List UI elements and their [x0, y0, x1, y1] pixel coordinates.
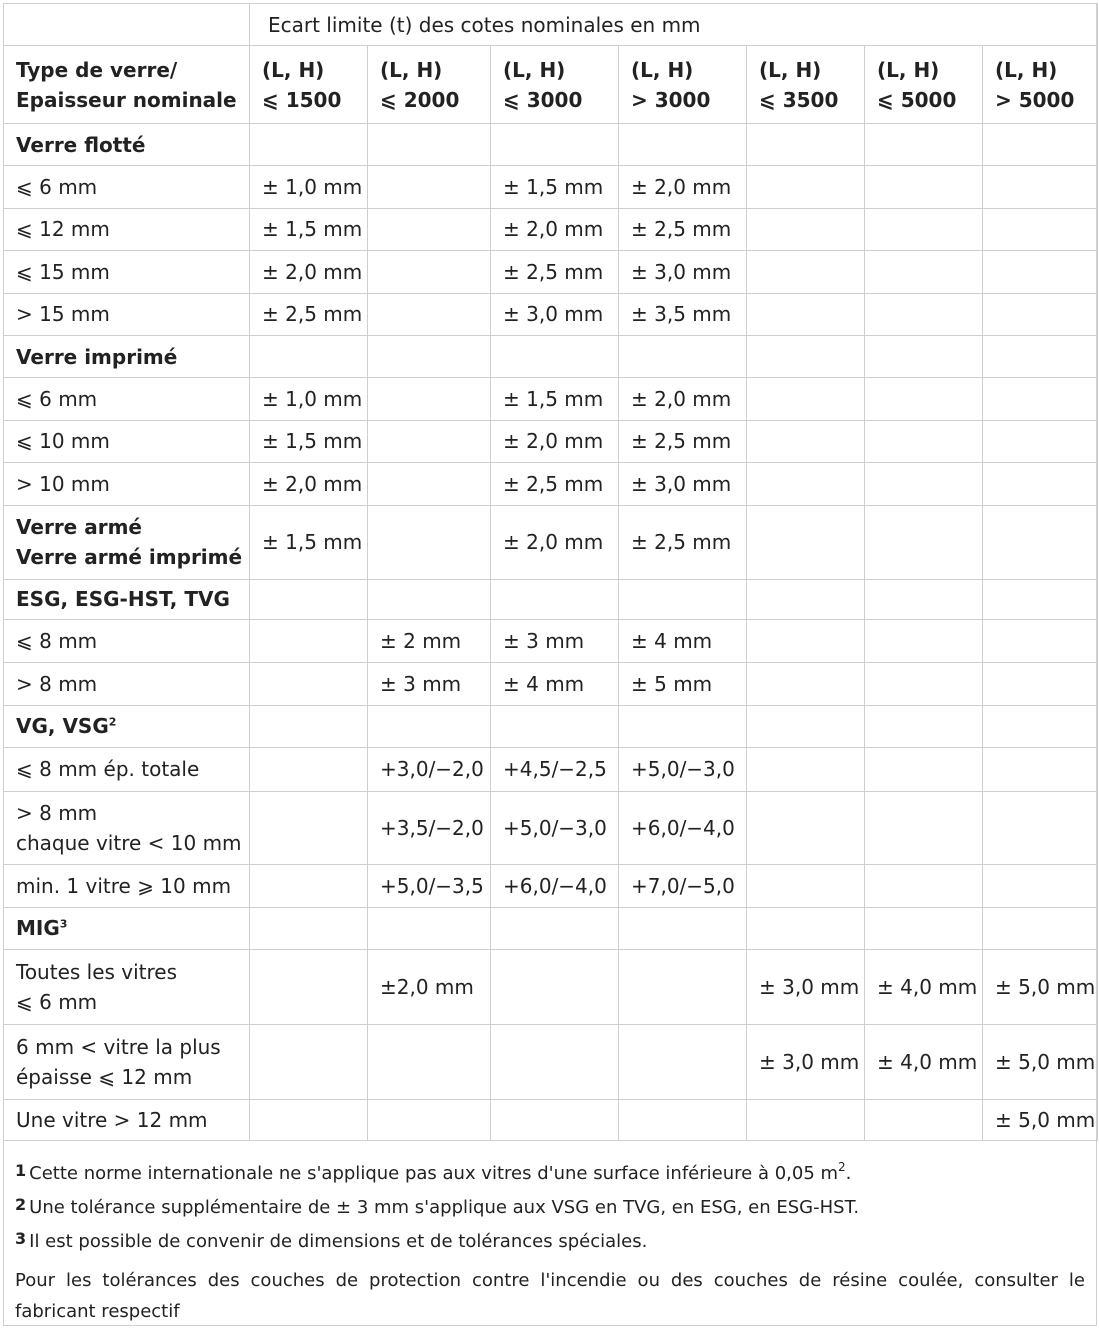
- row-label: ⩽ 6 mm: [4, 166, 250, 209]
- row-label: [4, 949, 250, 1024]
- footnote-number: 1: [15, 1161, 27, 1180]
- value-cell: [747, 293, 865, 336]
- value-cell: ± 3,0 mm: [747, 1024, 865, 1099]
- value-cell: ± 5,0 mm: [983, 1099, 1098, 1140]
- header-text: (L, H): [380, 57, 443, 82]
- empty-cell: [983, 336, 1098, 378]
- value-cell: +5,0/−3,0: [491, 791, 619, 864]
- empty-cell: [983, 705, 1098, 747]
- header-dimension-column: [368, 46, 491, 124]
- value-cell: ± 5,0 mm: [983, 1024, 1098, 1099]
- value-cell: [983, 791, 1098, 864]
- empty-cell: [619, 579, 747, 619]
- section-title-text: ESG, ESG-HST, TVG: [16, 587, 230, 611]
- header-text: ⩽ 5000: [877, 87, 957, 112]
- empty-cell: [619, 336, 747, 378]
- value-cell: ± 3,0 mm: [747, 949, 865, 1024]
- header-dimension-column: [619, 46, 747, 124]
- row-label: > 8 mm: [4, 662, 250, 705]
- row-label: > 15 mm: [4, 293, 250, 336]
- empty-cell: [619, 705, 747, 747]
- value-cell: [491, 1099, 619, 1140]
- table-row: [4, 166, 1098, 209]
- value-cell: [983, 208, 1098, 251]
- value-cell: +5,0/−3,0: [619, 747, 747, 791]
- header-text: (L, H): [759, 57, 822, 82]
- footnote-text: Il est possible de convenir de dimensions et de tolérances spéciales.: [29, 1231, 648, 1252]
- empty-cell: [368, 579, 491, 619]
- value-cell: ± 2,5 mm: [491, 463, 619, 506]
- empty-cell: [865, 336, 983, 378]
- value-cell: ± 2,0 mm: [491, 505, 619, 579]
- empty-cell: [747, 705, 865, 747]
- value-cell: [865, 1099, 983, 1140]
- empty-cell: [250, 336, 368, 378]
- footnote-3: [15, 1223, 1085, 1257]
- value-cell: [983, 463, 1098, 506]
- value-cell: ± 3 mm: [368, 662, 491, 705]
- value-cell: ± 5 mm: [619, 662, 747, 705]
- value-cell: ± 2,0 mm: [491, 420, 619, 463]
- value-cell: ± 2,0 mm: [250, 251, 368, 294]
- table-row: [4, 1024, 1098, 1099]
- footnote-note: Pour les tolérances des couches de protection contre l'incendie ou des couches de résine coulée, consulter le fabricant respectif: [15, 1270, 1085, 1322]
- empty-cell: [747, 124, 865, 166]
- value-cell: [250, 791, 368, 864]
- value-cell: [983, 166, 1098, 209]
- row-label-text: 6 mm < vitre la plus: [16, 1034, 221, 1059]
- header-dimension-column: [250, 46, 368, 124]
- row-label-text: ⩽ 6 mm: [16, 989, 98, 1014]
- header-text: > 3000: [631, 87, 711, 112]
- value-cell: ± 2 mm: [368, 619, 491, 662]
- row-label: > 10 mm: [4, 463, 250, 506]
- table-row: [4, 378, 1098, 421]
- value-cell: ± 2,5 mm: [250, 293, 368, 336]
- value-cell: [250, 662, 368, 705]
- value-cell: [747, 619, 865, 662]
- value-cell: ± 1,0 mm: [250, 166, 368, 209]
- value-cell: +4,5/−2,5: [491, 747, 619, 791]
- value-cell: ± 4,0 mm: [865, 949, 983, 1024]
- empty-cell: [250, 124, 368, 166]
- table-row: [4, 791, 1098, 864]
- value-cell: [747, 864, 865, 907]
- table-row: [4, 463, 1098, 506]
- value-cell: [250, 1024, 368, 1099]
- value-cell: ± 3,5 mm: [619, 293, 747, 336]
- value-cell: [747, 166, 865, 209]
- value-cell: [747, 208, 865, 251]
- header-text: Epaisseur nominale: [16, 87, 237, 112]
- value-cell: [250, 864, 368, 907]
- section-title-text: Verre flotté: [16, 132, 146, 157]
- empty-cell: [250, 705, 368, 747]
- table-row: [4, 293, 1098, 336]
- row-label: [4, 791, 250, 864]
- value-cell: [368, 420, 491, 463]
- value-cell: [747, 420, 865, 463]
- value-cell: ± 1,0 mm: [250, 378, 368, 421]
- empty-cell: [983, 124, 1098, 166]
- empty-cell: [747, 579, 865, 619]
- value-cell: [865, 864, 983, 907]
- row-label: ⩽ 8 mm: [4, 619, 250, 662]
- table-row: [4, 705, 1098, 747]
- value-cell: [368, 1024, 491, 1099]
- superscript: 3: [59, 917, 68, 931]
- footnote-number: 2: [15, 1195, 27, 1214]
- header-text: (L, H): [262, 57, 325, 82]
- value-cell: +5,0/−3,5: [368, 864, 491, 907]
- table-row: [4, 251, 1098, 294]
- header-text: > 5000: [995, 87, 1075, 112]
- value-cell: [368, 166, 491, 209]
- value-cell: [865, 166, 983, 209]
- value-cell: [983, 378, 1098, 421]
- empty-cell: [368, 124, 491, 166]
- value-cell: [619, 1099, 747, 1140]
- empty-cell: [491, 336, 619, 378]
- table-row: [4, 907, 1098, 949]
- value-cell: [983, 619, 1098, 662]
- value-cell: [983, 662, 1098, 705]
- value-cell: ± 3,0 mm: [491, 293, 619, 336]
- value-cell: ± 1,5 mm: [250, 420, 368, 463]
- table-row: [4, 864, 1098, 907]
- tolerance-table: [3, 3, 1098, 1141]
- row-label-text: chaque vitre < 10 mm: [16, 830, 242, 855]
- value-cell: [619, 1024, 747, 1099]
- value-cell: ± 4 mm: [491, 662, 619, 705]
- value-cell: ± 4 mm: [619, 619, 747, 662]
- section-title: [4, 907, 250, 949]
- value-cell: ± 1,5 mm: [491, 166, 619, 209]
- value-cell: [983, 864, 1098, 907]
- value-cell: [865, 378, 983, 421]
- value-cell: [747, 378, 865, 421]
- value-cell: ± 2,0 mm: [619, 166, 747, 209]
- empty-cell: [983, 907, 1098, 949]
- value-cell: [747, 1099, 865, 1140]
- row-label: min. 1 vitre ⩾ 10 mm: [4, 864, 250, 907]
- section-title-text: Verre imprimé: [16, 344, 178, 369]
- header-dimension-column: [747, 46, 865, 124]
- value-cell: [865, 463, 983, 506]
- header-text: Type de verre/: [16, 57, 178, 82]
- header-text: ⩽ 3500: [759, 87, 839, 112]
- value-cell: [983, 293, 1098, 336]
- row-label-text: > 8 mm: [16, 800, 98, 825]
- value-cell: [368, 208, 491, 251]
- row-label: ⩽ 10 mm: [4, 420, 250, 463]
- header-text: (L, H): [877, 57, 940, 82]
- empty-cell: [491, 579, 619, 619]
- row-label: ⩽ 6 mm: [4, 378, 250, 421]
- value-cell: [983, 747, 1098, 791]
- value-cell: [491, 1024, 619, 1099]
- footnote-text: .: [845, 1163, 852, 1184]
- section-title: [4, 579, 250, 619]
- empty-cell: [250, 579, 368, 619]
- value-cell: [747, 662, 865, 705]
- value-cell: [983, 505, 1098, 579]
- empty-cell: [865, 907, 983, 949]
- section-title-text: MIG: [16, 916, 60, 940]
- section-title: [4, 705, 250, 747]
- empty-cell: [368, 336, 491, 378]
- header-text: (L, H): [631, 57, 694, 82]
- value-cell: ± 5,0 mm: [983, 949, 1098, 1024]
- value-cell: [865, 420, 983, 463]
- value-cell: ±2,0 mm: [368, 949, 491, 1024]
- empty-cell: [865, 579, 983, 619]
- value-cell: [983, 251, 1098, 294]
- value-cell: +7,0/−5,0: [619, 864, 747, 907]
- value-cell: [983, 420, 1098, 463]
- header-text: (L, H): [995, 57, 1058, 82]
- value-cell: [865, 791, 983, 864]
- value-cell: ± 2,0 mm: [619, 378, 747, 421]
- row-label: ⩽ 12 mm: [4, 208, 250, 251]
- empty-cell: [250, 907, 368, 949]
- row-label-text: Toutes les vitres: [16, 959, 178, 984]
- table-row: [4, 1099, 1098, 1140]
- row-label: ⩽ 8 mm ép. totale: [4, 747, 250, 791]
- value-cell: [368, 1099, 491, 1140]
- value-cell: [865, 505, 983, 579]
- footnotes: [3, 1142, 1097, 1327]
- table-row: [4, 208, 1098, 251]
- section-title-text: Verre armé: [16, 515, 142, 539]
- value-cell: [747, 505, 865, 579]
- value-cell: ± 3,0 mm: [619, 463, 747, 506]
- value-cell: [368, 293, 491, 336]
- empty-cell: [491, 907, 619, 949]
- value-cell: +3,0/−2,0: [368, 747, 491, 791]
- superscript: 2: [108, 715, 117, 729]
- table-row: [4, 662, 1098, 705]
- empty-cell: [368, 705, 491, 747]
- value-cell: [250, 1099, 368, 1140]
- section-title-text: Verre armé imprimé: [16, 545, 243, 569]
- footnote-1: [15, 1152, 1085, 1189]
- header-text: ⩽ 1500: [262, 87, 342, 112]
- value-cell: ± 4,0 mm: [865, 1024, 983, 1099]
- footnote-text: Une tolérance supplémentaire de ± 3 mm s'applique aux VSG en TVG, en ESG, en ESG-HST.: [29, 1197, 860, 1218]
- value-cell: [865, 662, 983, 705]
- value-cell: [491, 949, 619, 1024]
- value-cell: +6,0/−4,0: [491, 864, 619, 907]
- header-text: ⩽ 2000: [380, 87, 460, 112]
- table-row: [4, 4, 1098, 46]
- empty-cell: [865, 124, 983, 166]
- empty-cell: [619, 907, 747, 949]
- table-row: [4, 336, 1098, 378]
- value-cell: [865, 293, 983, 336]
- value-cell: +3,5/−2,0: [368, 791, 491, 864]
- value-cell: [865, 747, 983, 791]
- table-row: [4, 949, 1098, 1024]
- value-cell: [747, 251, 865, 294]
- row-label: Une vitre > 12 mm: [4, 1099, 250, 1140]
- header-dimension-column: [491, 46, 619, 124]
- value-cell: ± 2,5 mm: [491, 251, 619, 294]
- row-label: [4, 1024, 250, 1099]
- table-row: [4, 124, 1098, 166]
- table-row: [4, 46, 1098, 124]
- empty-cell: [983, 579, 1098, 619]
- value-cell: ± 2,0 mm: [491, 208, 619, 251]
- table-row: [4, 747, 1098, 791]
- footnote-text: Cette norme internationale ne s'applique pas aux vitres d'une surface inférieure à 0,05 m: [29, 1163, 839, 1184]
- value-cell: [250, 747, 368, 791]
- value-cell: ± 1,5 mm: [491, 378, 619, 421]
- header-text: ⩽ 3000: [503, 87, 583, 112]
- header-dimension-column: [865, 46, 983, 124]
- value-cell: [250, 619, 368, 662]
- header-corner: [4, 4, 250, 46]
- header-title: Ecart limite (t) des cotes nominales en mm: [250, 4, 1098, 46]
- section-title: [4, 505, 250, 579]
- value-cell: [368, 463, 491, 506]
- section-title-text: VG, VSG: [16, 714, 109, 738]
- empty-cell: [865, 705, 983, 747]
- value-cell: [747, 747, 865, 791]
- section-title: [4, 336, 250, 378]
- empty-cell: [619, 124, 747, 166]
- table-row: [4, 579, 1098, 619]
- row-label-text: épaisse ⩽ 12 mm: [16, 1064, 193, 1089]
- empty-cell: [368, 907, 491, 949]
- header-dimension-column: [983, 46, 1098, 124]
- value-cell: [250, 949, 368, 1024]
- value-cell: [368, 251, 491, 294]
- value-cell: [865, 251, 983, 294]
- empty-cell: [747, 336, 865, 378]
- value-cell: ± 2,5 mm: [619, 420, 747, 463]
- value-cell: ± 2,0 mm: [250, 463, 368, 506]
- footnote-2: [15, 1189, 1085, 1223]
- empty-cell: [747, 907, 865, 949]
- value-cell: [747, 463, 865, 506]
- header-text: (L, H): [503, 57, 566, 82]
- value-cell: [368, 378, 491, 421]
- value-cell: ± 2,5 mm: [619, 208, 747, 251]
- section-title: [4, 124, 250, 166]
- value-cell: +6,0/−4,0: [619, 791, 747, 864]
- superscript: 2: [838, 1160, 846, 1174]
- row-label: ⩽ 15 mm: [4, 251, 250, 294]
- value-cell: ± 2,5 mm: [619, 505, 747, 579]
- table-row: [4, 420, 1098, 463]
- empty-cell: [491, 705, 619, 747]
- footnote-number: 3: [15, 1229, 27, 1248]
- value-cell: ± 1,5 mm: [250, 505, 368, 579]
- value-cell: [368, 505, 491, 579]
- value-cell: ± 3,0 mm: [619, 251, 747, 294]
- table-row: [4, 505, 1098, 579]
- value-cell: ± 3 mm: [491, 619, 619, 662]
- value-cell: [747, 791, 865, 864]
- value-cell: ± 1,5 mm: [250, 208, 368, 251]
- value-cell: [865, 619, 983, 662]
- value-cell: [865, 208, 983, 251]
- value-cell: [619, 949, 747, 1024]
- empty-cell: [491, 124, 619, 166]
- header-type-column: [4, 46, 250, 124]
- table-row: [4, 619, 1098, 662]
